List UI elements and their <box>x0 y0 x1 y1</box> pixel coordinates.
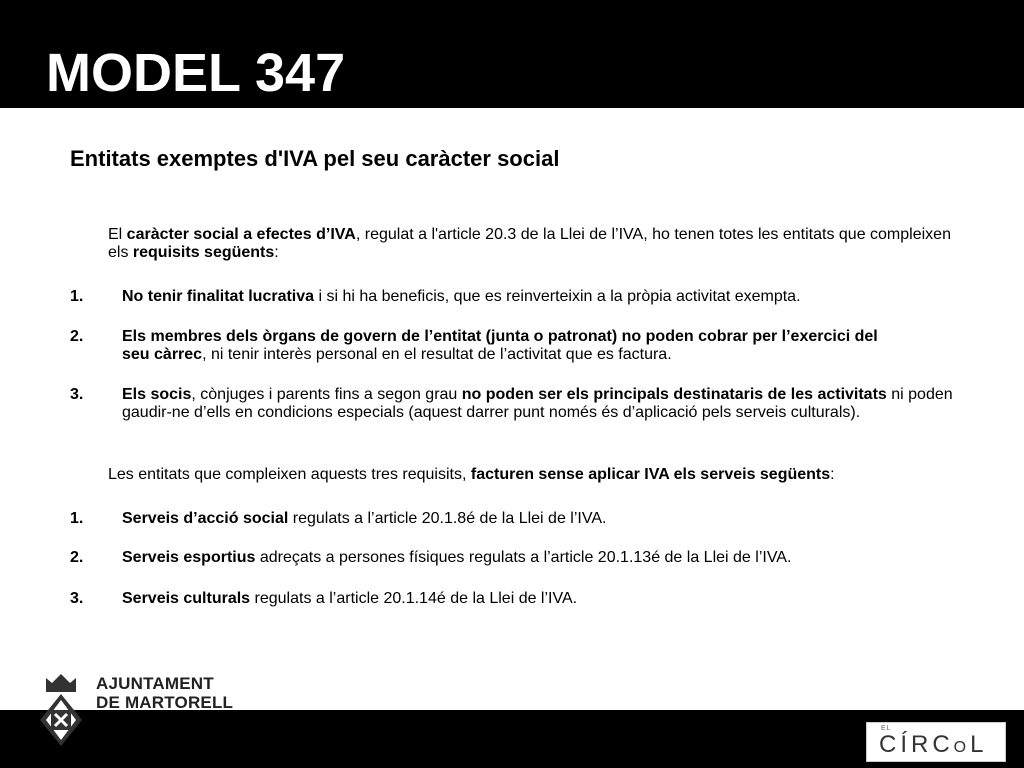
service-text <box>122 549 960 567</box>
intro-text-1: El <box>108 226 127 243</box>
section-subtitle: Entitats exemptes d'IVA pel seu caràcter social <box>70 146 560 171</box>
circol-part-b: L <box>970 731 988 758</box>
intro-text-3: : <box>274 244 279 261</box>
service-bold: Serveis d’acció social <box>122 510 289 527</box>
service-text <box>122 510 960 528</box>
service-rest: adreçats a persones físiques regulats a l’article 20.1.13é de la Llei de l’IVA. <box>255 549 792 566</box>
requirement-number: 3. <box>70 386 84 403</box>
service-item-1 <box>70 510 960 528</box>
service-text <box>122 590 960 608</box>
requirement-bold-2: no poden ser els principals destinataris de les activitats <box>461 386 887 403</box>
requirement-rest-2: ni poden gaudir-ne d’ells en condicions especials (aquest darrer punt només és d’aplicació pels serveis culturals). <box>122 386 953 421</box>
service-rest: regulats a l’article 20.1.14é de la Llei de l’IVA. <box>250 590 578 607</box>
requirement-rest: , cònjuges i parents fins a segon grau <box>191 386 462 403</box>
services-intro-paragraph <box>108 466 968 484</box>
circol-wordmark <box>879 733 987 757</box>
requirement-number: 1. <box>70 288 84 305</box>
requirement-number: 2. <box>70 328 84 345</box>
header-bar <box>0 0 1024 108</box>
requirement-bold: No tenir finalitat lucrativa <box>122 288 315 305</box>
circol-small-text: EL <box>881 725 892 732</box>
intro-bold-2: requisits següents <box>132 244 275 261</box>
services-intro-text-1: Les entitats que compleixen aquests tres requisits, <box>108 466 471 483</box>
circol-part-o: O <box>953 739 971 756</box>
coat-of-arms-icon <box>38 670 84 748</box>
requirement-bold: Els membres dels òrgans de govern de l’entitat (junta o patronat) no poden cobrar per l’exercici del seu càrrec <box>122 328 878 363</box>
requirement-rest: i si hi ha beneficis, que es reinverteixin a la pròpia activitat exempta. <box>314 288 801 305</box>
page-title: MODEL 347 <box>46 43 346 103</box>
service-bold: Serveis culturals <box>122 590 251 607</box>
requirement-item-3 <box>70 386 960 422</box>
ajuntament-logo-text <box>96 674 233 712</box>
intro-bold-1: caràcter social a efectes d’IVA <box>126 226 356 243</box>
services-intro-bold: facturen sense aplicar IVA els serveis següents <box>470 466 831 483</box>
logo-line-1: AJUNTAMENT <box>96 674 214 693</box>
circol-logo <box>866 722 1006 762</box>
requirement-item-2 <box>70 328 960 364</box>
logo-line-2: DE MARTORELL <box>96 693 234 712</box>
requirement-text <box>122 288 960 306</box>
service-number: 2. <box>70 549 84 566</box>
ajuntament-logo <box>38 666 238 746</box>
service-item-3 <box>70 590 960 608</box>
requirement-text <box>122 328 902 364</box>
service-item-2 <box>70 549 960 567</box>
requirement-item-1 <box>70 288 960 306</box>
requirement-rest: , ni tenir interès personal en el resultat de l’activitat que es factura. <box>202 346 672 363</box>
intro-paragraph <box>108 226 968 262</box>
requirement-text <box>122 386 962 422</box>
requirement-bold: Els socis <box>122 386 192 403</box>
service-rest: regulats a l’article 20.1.8é de la Llei de l’IVA. <box>288 510 607 527</box>
service-bold: Serveis esportius <box>122 549 256 566</box>
intro-text-2: , regulat a l'article 20.3 de la Llei de l’IVA, ho tenen totes les entitats que compleixen els <box>108 226 951 261</box>
service-number: 1. <box>70 510 84 527</box>
services-intro-text-2: : <box>830 466 835 483</box>
service-number: 3. <box>70 590 84 607</box>
circol-part-a: CÍRC <box>879 731 954 758</box>
